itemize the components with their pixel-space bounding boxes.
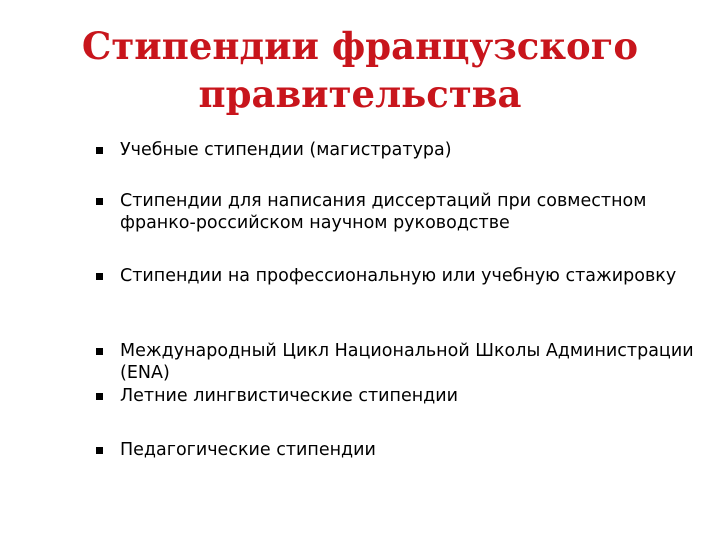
slide-title [60,22,660,118]
bullet-item [96,139,696,161]
bullet-text: Летние лингвистические стипендии [120,386,459,406]
bullet-item [96,340,696,384]
bullet-item [96,190,696,234]
bullet-text: Стипендии на профессиональную или учебную стажировку [120,266,677,286]
square-bullet-icon [96,447,103,454]
bullet-text: Стипендии для написания диссертаций при совместном франко-российском научном руководстве [120,191,647,233]
square-bullet-icon [96,393,103,400]
slide-title-line-2: правительства [198,72,522,116]
square-bullet-icon [96,198,103,205]
square-bullet-icon [96,147,103,154]
square-bullet-icon [96,348,103,355]
bullet-item [96,265,696,287]
slide-title-line-1: Стипендии французского [81,24,639,68]
square-bullet-icon [96,273,103,280]
bullet-item [96,439,696,461]
bullet-text: Учебные стипендии (магистратура) [120,140,452,160]
bullet-item [96,385,696,407]
bullet-text: Педагогические стипендии [120,440,376,460]
bullet-text: Международный Цикл Национальной Школы Администрации (ENA) [120,341,694,383]
